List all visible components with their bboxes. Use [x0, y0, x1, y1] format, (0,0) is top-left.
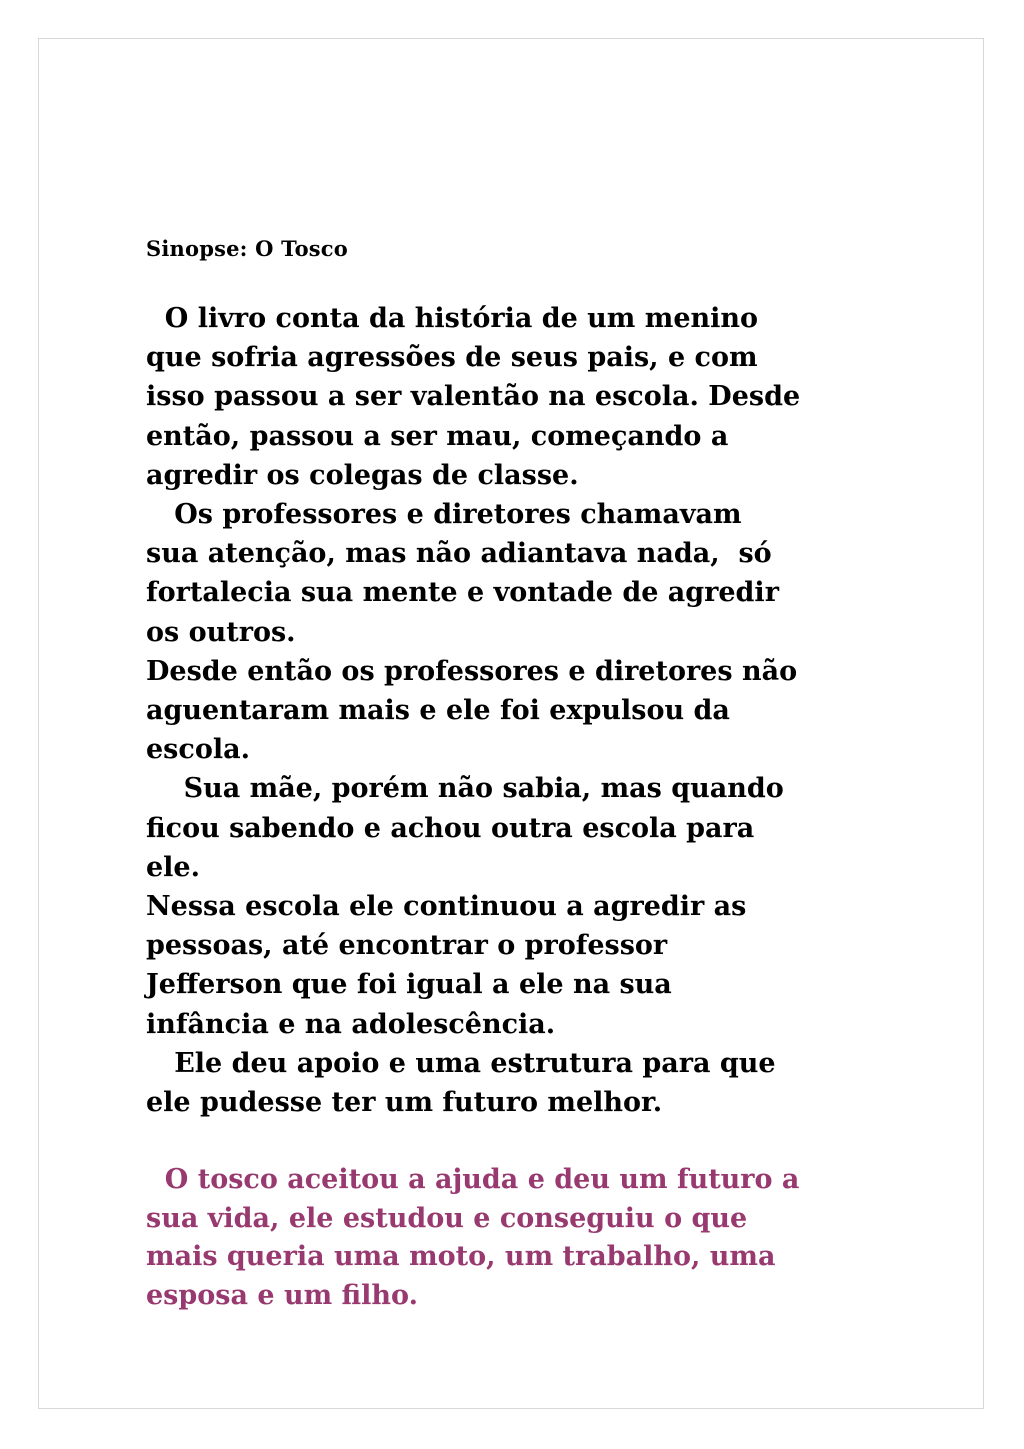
closing-line: esposa e um filho. — [146, 1279, 418, 1311]
body-line: então, passou a ser mau, começando a — [146, 420, 729, 452]
synopsis-body — [146, 299, 906, 1122]
body-line: ele pudesse ter um futuro melhor. — [146, 1087, 663, 1119]
body-line: escola. — [146, 734, 250, 766]
closing-paragraph — [146, 1161, 906, 1315]
body-line: fortalecia sua mente e vontade de agredir — [146, 577, 779, 609]
body-line: Jefferson que foi igual a ele na sua — [146, 969, 672, 1001]
body-line: agredir os colegas de classe. — [146, 459, 579, 491]
body-line: ele. — [146, 851, 201, 883]
body-line: aguentaram mais e ele foi expulsou da — [146, 695, 730, 727]
closing-line: O tosco aceitou a ajuda e deu um futuro a — [146, 1164, 800, 1196]
body-line: Nessa escola ele continuou a agredir as — [146, 891, 747, 923]
body-line: infância e na adolescência. — [146, 1008, 556, 1040]
body-line: O livro conta da história de um menino — [146, 303, 759, 334]
body-line: sua atenção, mas não adiantava nada, só — [146, 538, 772, 570]
closing-line: sua vida, ele estudou e conseguiu o que — [146, 1202, 748, 1234]
closing-line: mais queria uma moto, um trabalho, uma — [146, 1241, 776, 1273]
body-line: os outros. — [146, 616, 296, 648]
body-line: Sua mãe, porém não sabia, mas quando — [146, 773, 784, 805]
body-line: que sofria agressões de seus pais, e com — [146, 342, 758, 374]
document-title: Sinopse: O Tosco — [146, 236, 348, 261]
body-line: pessoas, até encontrar o professor — [146, 930, 668, 962]
body-line: Os professores e diretores chamavam — [146, 499, 742, 531]
body-line: Desde então os professores e diretores não — [146, 655, 798, 687]
document-page — [38, 38, 984, 1409]
body-line: Ele deu apoio e uma estrutura para que — [146, 1047, 776, 1079]
document-content — [146, 232, 906, 1315]
body-line: isso passou a ser valentão na escola. Desde — [146, 381, 801, 413]
body-line: ficou sabendo e achou outra escola para — [146, 812, 755, 844]
